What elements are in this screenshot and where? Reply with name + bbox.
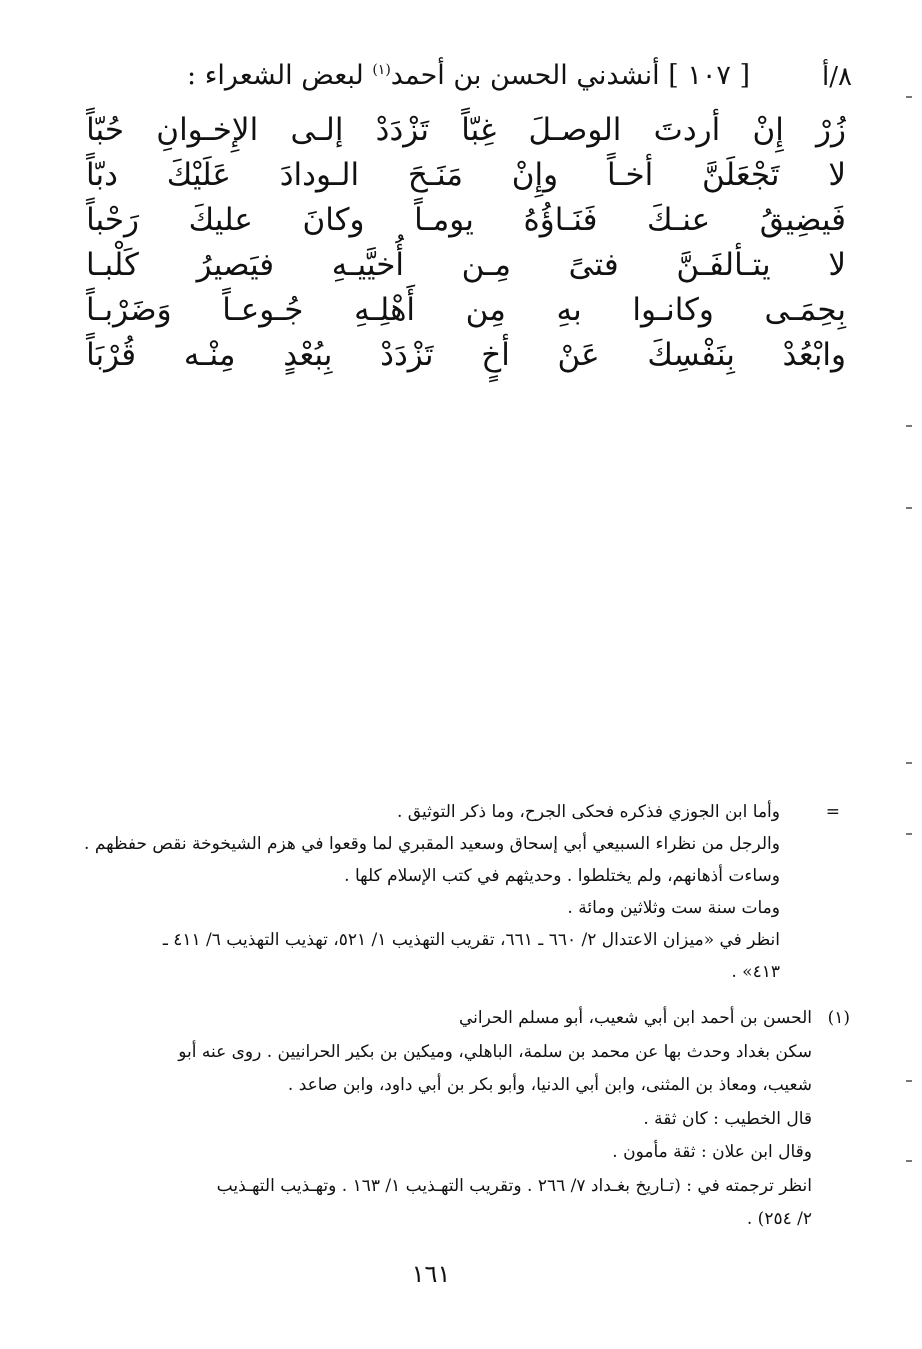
page-number: ١٦١	[411, 1260, 451, 1288]
verse-word: وابْعُدْ	[782, 337, 846, 373]
verse-word: تَزْدَدْ	[380, 337, 434, 373]
verse-word: بِحِمَـى	[764, 292, 846, 328]
verse-word: وَضَرْبـاً	[86, 292, 172, 328]
footnote-number: (١)	[827, 1008, 850, 1028]
verse-word: يومـاً	[414, 202, 474, 238]
verse-word: أخـاً	[606, 157, 654, 193]
footnote-line: قال الخطيب : كان ثقة .	[643, 1108, 812, 1129]
verse-word: إلـى	[290, 112, 344, 148]
verse-word: أردتَ	[653, 112, 721, 148]
verse-word: لا	[828, 157, 846, 193]
verse-word: أُخيَّيـهِ	[331, 247, 404, 283]
footnote-line: وقال ابن علان : ثقة مأمون .	[612, 1142, 812, 1162]
verse-word: فَيضِيقُ	[759, 202, 846, 238]
poem-verse	[86, 198, 846, 243]
verse-word: دبّاً	[86, 157, 118, 193]
heading-tail: لبعض الشعراء :	[187, 60, 373, 91]
footnote-line: ٢/ ٢٥٤) .	[746, 1209, 812, 1229]
verse-word: مِن	[465, 292, 506, 328]
verse-word: فيَصيرُ	[196, 247, 275, 283]
verse-word: بِبُعْدٍ	[283, 337, 333, 373]
verse-word: لا	[828, 247, 846, 283]
footnote-line: سكن بغداد وحدث بها عن محمد بن سلمة، الباهلي، وميكين بن بكير الحرانيين . روى عنه أبو	[178, 1041, 812, 1062]
scan-mark	[906, 507, 912, 509]
verse-word: فتىً	[568, 247, 619, 283]
verse-word: زُرْ	[816, 112, 846, 148]
scan-mark	[906, 96, 912, 98]
verse-word: وكانـوا	[632, 292, 714, 328]
verse-word: قُرْبَاً	[86, 337, 137, 373]
heading-text: [ ١٠٧ ] أنشدني الحسن بن أحمد	[390, 60, 750, 91]
poem-verse	[86, 243, 846, 288]
footnote-line: انظر ترجمته في : (تـاريخ بغـداد ٧/ ٢٦٦ . وتقريب التهـذيب ١/ ١٦٣ . وتهـذيب التهـذيب	[216, 1175, 812, 1196]
verse-word: بِنَفْسِكَ	[647, 337, 735, 373]
verse-word: حُبّاً	[86, 112, 125, 148]
footnote-line: انظر في «ميزان الاعتدال ٢/ ٦٦٠ ـ ٦٦١، تقريب التهذيب ١/ ٥٢١، تهذيب التهذيب ٦/ ٤١١ ـ	[162, 930, 780, 950]
verse-word: وكانَ	[302, 202, 365, 238]
verse-word: إِنْ	[752, 112, 784, 148]
poem-verse	[86, 288, 846, 333]
footnote-1	[96, 1002, 850, 1237]
verse-word: بهِ	[556, 292, 582, 328]
verse-word: تَجْعَلَنَّ	[702, 157, 780, 193]
footnote-line: وساءت أذهانهم، ولم يختلطوا . وحديثهم في كتب الإسلام كلها .	[344, 866, 780, 886]
verse-word: جُـوعـاً	[222, 292, 304, 328]
footnote-line: والرجل من نظراء السبيعي أبي إسحاق وسعيد المقبري لما وقعوا في هزم الشيخوخة نقص حفظهم .	[84, 834, 780, 854]
footnote-line: وأما ابن الجوزي فذكره فحكى الجرح، وما ذكر التوثيق .	[396, 802, 780, 822]
scan-mark	[906, 1160, 912, 1162]
verse-word: أخٍ	[481, 337, 510, 373]
verse-word: عنـكَ	[647, 202, 711, 238]
verse-word: غِبّاً	[461, 112, 497, 148]
continued-footnote	[84, 796, 840, 988]
continuation-marker: =	[825, 802, 840, 822]
verse-word: عَنْ	[557, 337, 600, 373]
verse-word: فَنَـاؤُهُ	[523, 202, 598, 238]
verse-word: رَحْباً	[86, 202, 140, 238]
verse-word: مِـن	[461, 247, 511, 283]
verse-word: أَهْلِـهِ	[354, 292, 416, 328]
footnote-line: ٤١٣» .	[731, 962, 780, 982]
poem-verse	[86, 108, 846, 153]
scan-mark	[906, 425, 912, 427]
section-heading	[187, 60, 750, 91]
footnote-line: شعيب، ومعاذ بن المثنى، وابن أبي الدنيا، وأبو بكر بن أبي داود، وابن صاعد .	[287, 1075, 812, 1095]
verse-word: الـودادَ	[279, 157, 360, 193]
footnote-line: الحسن بن أحمد ابن أبي شعيب، أبو مسلم الحراني	[459, 1008, 812, 1028]
verse-word: وإِنْ	[511, 157, 559, 193]
verse-word: يتـألفَـنَّ	[676, 247, 771, 283]
footnote-line: ومات سنة ست وثلاثين ومائة .	[567, 898, 780, 918]
scan-mark	[906, 762, 912, 764]
verse-word: عَلَيْكَ	[166, 157, 231, 193]
poem-verse	[86, 153, 846, 198]
verse-word: الإِخـوانِ	[156, 112, 259, 148]
poem	[86, 108, 846, 378]
footnote-reference[interactable]: (١)	[372, 62, 391, 78]
verse-word: الوصـلَ	[528, 112, 622, 148]
folio-label: ٨/أ	[822, 62, 852, 92]
verse-word: كَلْبـا	[86, 247, 139, 283]
verse-word: تَزْدَدْ	[375, 112, 429, 148]
scan-mark	[906, 833, 912, 835]
verse-word: مِنْـه	[183, 337, 236, 373]
verse-word: عليكَ	[188, 202, 253, 238]
poem-verse	[86, 333, 846, 378]
verse-word: مَنَـحَ	[407, 157, 463, 193]
scan-mark	[906, 1080, 912, 1082]
